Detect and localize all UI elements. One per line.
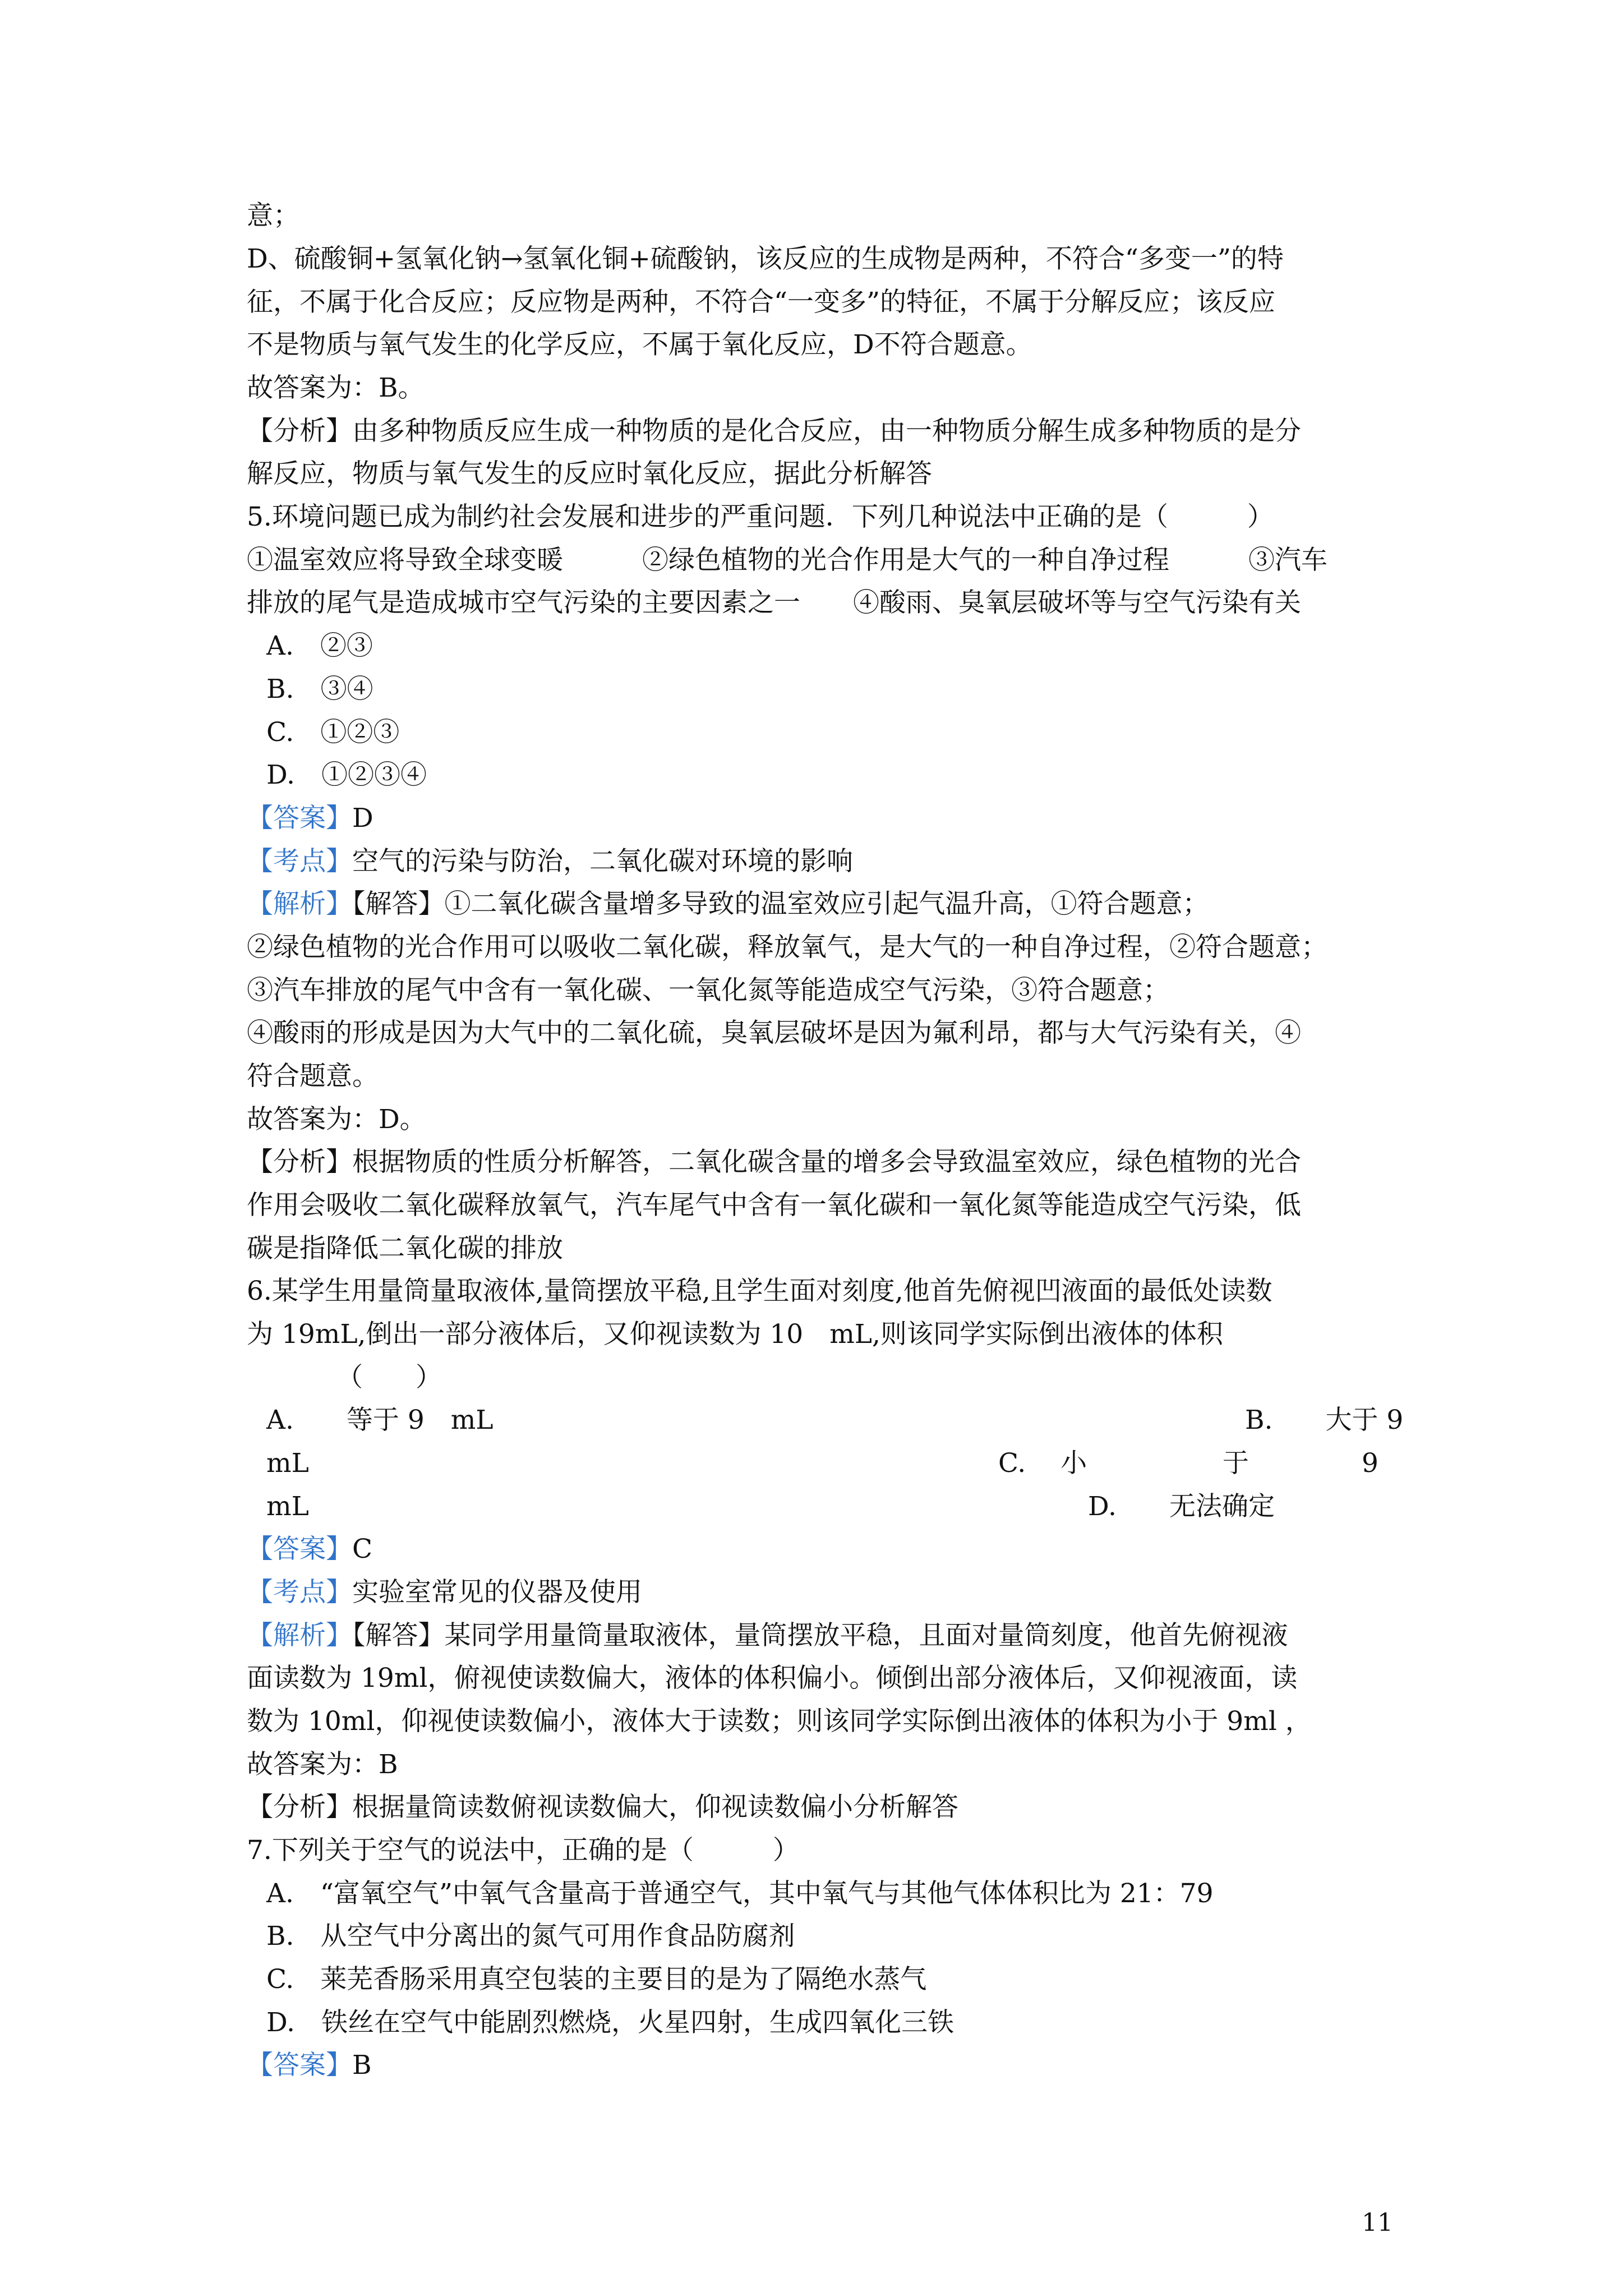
- answer-line: 【答案】C: [247, 1534, 372, 1565]
- text-line: 故答案为：B。: [247, 372, 425, 403]
- option-a: A. ②③: [266, 631, 373, 661]
- text-line: ①温室效应将导致全球变暖 ②绿色植物的光合作用是大气的一种自净过程 ③汽车: [247, 545, 1327, 576]
- option-b: B. ③④: [266, 674, 374, 705]
- question-6-stem: 6.某学生用量筒量取液体,量筒摆放平稳,且学生面对刻度,他首先俯视凹液面的最低处读数: [247, 1276, 1272, 1306]
- option-d: D. 铁丝在空气中能剧烈燃烧，火星四射，生成四氧化三铁: [266, 2007, 954, 2038]
- text-line: 碳是指降低二氧化碳的排放: [247, 1233, 563, 1264]
- text-line: 为 19mL,倒出一部分液体后，又仰视读数为 10 mL,则该同学实际倒出液体的体积: [247, 1319, 1223, 1350]
- text-line: （ ）: [336, 1362, 442, 1393]
- option-c-number: 9: [1362, 1448, 1378, 1479]
- keypoint-line: 【考点】空气的污染与防治，二氧化碳对环境的影响: [247, 846, 853, 877]
- text-line: 意；: [247, 200, 299, 231]
- page-number: 11: [1362, 2208, 1393, 2237]
- text-line: 符合题意。: [247, 1061, 379, 1092]
- option-c: C. ①②③: [266, 717, 400, 748]
- answer-line: 【答案】D: [247, 803, 374, 834]
- question-7-stem: 7.下列关于空气的说法中，正确的是（ ）: [247, 1835, 799, 1866]
- text-line: 作用会吸收二氧化碳释放氧气，汽车尾气中含有一氧化碳和一氧化氮等能造成空气污染，低: [247, 1190, 1301, 1221]
- text-line: D、硫酸铜+氢氧化钠→氢氧化铜+硫酸钠，该反应的生成物是两种，不符合“多变一”的特: [247, 243, 1284, 274]
- text-line: mL: [266, 1491, 309, 1522]
- text-line: mL: [266, 1448, 309, 1479]
- explanation-line: 【解析】【解答】某同学用量筒量取液体，量筒摆放平稳，且面对量筒刻度，他首先俯视液: [247, 1620, 1288, 1651]
- option-c-text: 于: [1223, 1448, 1249, 1479]
- text-line: 解反应，物质与氧气发生的反应时氧化反应，据此分析解答: [247, 458, 932, 489]
- text-line: 面读数为 19ml，俯视使读数偏大，液体的体积偏小。倾倒出部分液体后，又仰视液面，读: [247, 1663, 1298, 1694]
- keypoint-line: 【考点】实验室常见的仪器及使用: [247, 1577, 642, 1608]
- option-d: D. 无法确定: [1088, 1491, 1275, 1522]
- answer-line: 【答案】B: [247, 2050, 372, 2081]
- option-a: A. “富氧空气”中氧气含量高于普通空气，其中氧气与其他气体体积比为 21：79: [266, 1878, 1214, 1909]
- text-line: ②绿色植物的光合作用可以吸收二氧化碳，释放氧气，是大气的一种自净过程，②符合题意；: [247, 932, 1327, 963]
- analysis-line: 【分析】由多种物质反应生成一种物质的是化合反应，由一种物质分解生成多种物质的是分: [247, 416, 1301, 447]
- text-line: 征，不属于化合反应；反应物是两种，不符合“一变多”的特征，不属于分解反应；该反应: [247, 287, 1276, 318]
- text-line: 数为 10ml，仰视使读数偏小，液体大于读数；则该同学实际倒出液体的体积为小于 9ml ，: [247, 1706, 1312, 1737]
- text-line: 不是物质与氧气发生的化学反应，不属于氧化反应，D不符合题意。: [247, 329, 1032, 360]
- question-5-stem: 5.环境问题已成为制约社会发展和进步的严重问题．下列几种说法中正确的是（ ）: [247, 501, 1274, 532]
- option-b: B. 大于 9: [1245, 1405, 1404, 1435]
- text-line: ④酸雨的形成是因为大气中的二氧化硫，臭氧层破坏是因为氟利昂，都与大气污染有关，④: [247, 1018, 1301, 1048]
- text-line: 故答案为：D。: [247, 1104, 426, 1135]
- text-line: ③汽车排放的尾气中含有一氧化碳、一氧化氮等能造成空气污染，③符合题意；: [247, 975, 1169, 1006]
- option-a: A. 等于 9 mL: [266, 1405, 494, 1435]
- text-line: 故答案为：B: [247, 1749, 398, 1780]
- text-line: 排放的尾气是造成城市空气污染的主要因素之一 ④酸雨、臭氧层破坏等与空气污染有关: [247, 587, 1301, 618]
- analysis-line: 【分析】根据物质的性质分析解答，二氧化碳含量的增多会导致温室效应，绿色植物的光合: [247, 1147, 1301, 1177]
- explanation-line: 【解析】【解答】①二氧化碳含量增多导致的温室效应引起气温升高，①符合题意；: [247, 889, 1209, 919]
- option-c: C. 小: [998, 1448, 1087, 1479]
- option-d: D. ①②③④: [266, 760, 427, 790]
- analysis-line: 【分析】根据量筒读数俯视读数偏大，仰视读数偏小分析解答: [247, 1792, 958, 1823]
- option-b: B. 从空气中分离出的氮气可用作食品防腐剂: [266, 1921, 795, 1952]
- option-c: C. 莱芜香肠采用真空包装的主要目的是为了隔绝水蒸气: [266, 1964, 927, 1995]
